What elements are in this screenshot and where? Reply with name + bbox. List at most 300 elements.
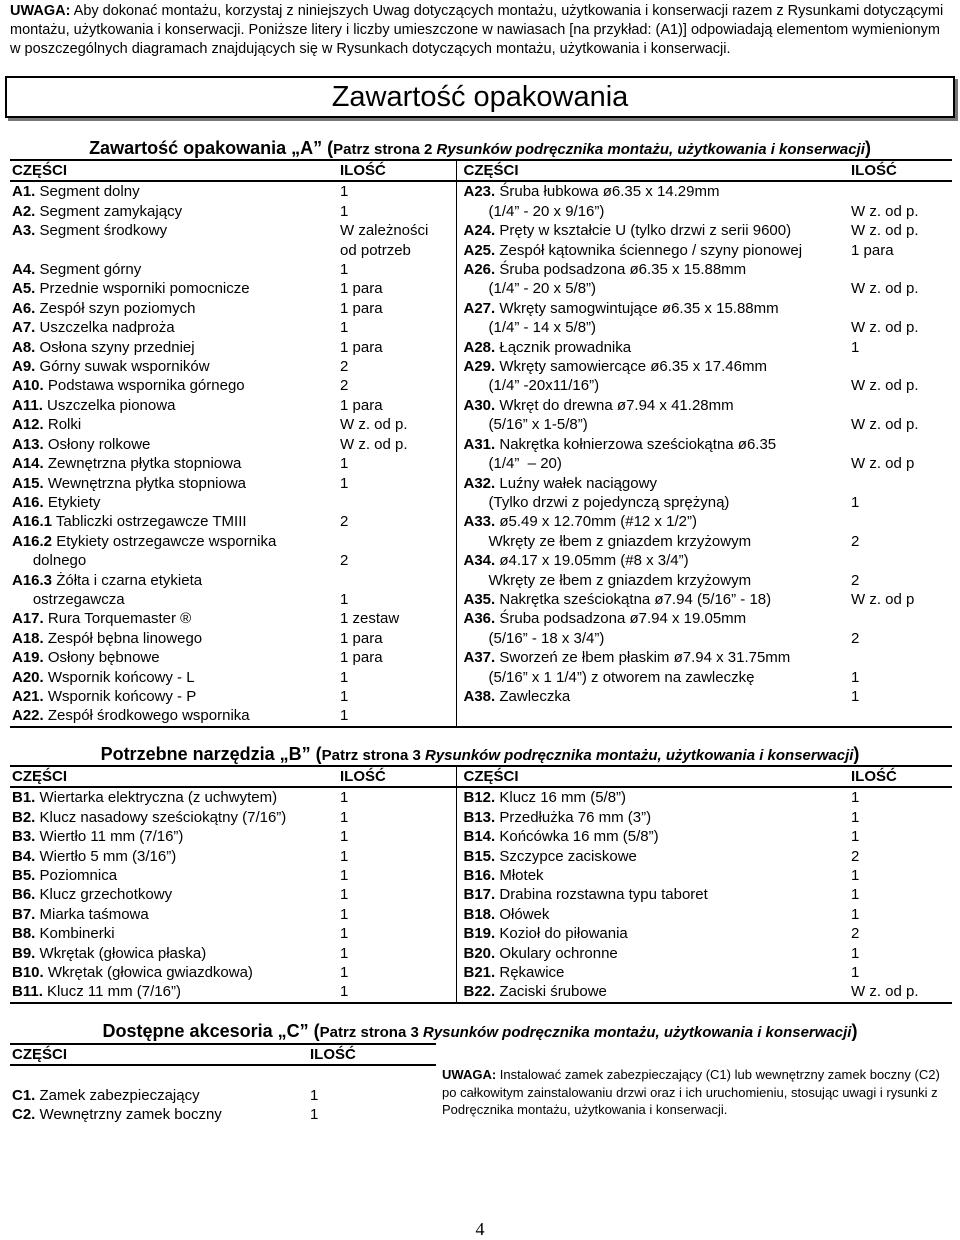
part-cell <box>456 415 849 434</box>
table-row <box>10 905 952 924</box>
qty-cell <box>849 963 952 982</box>
item-text: 1 <box>340 668 349 686</box>
item-text: W z. od p. <box>851 416 919 434</box>
part-cell <box>456 357 849 376</box>
item-text: 1 para <box>340 629 383 647</box>
item-text: (5/16” - 18 x 3/4”) <box>463 629 605 647</box>
item-text: Wkręty ze łbem z gniazdem krzyżowym <box>463 571 752 589</box>
table-row <box>10 1105 436 1124</box>
part-cell <box>10 706 338 726</box>
qty-cell <box>849 982 952 1002</box>
table-row <box>10 415 952 434</box>
qty-cell <box>338 609 456 628</box>
item-code: A21. <box>12 687 44 705</box>
part-cell <box>10 609 338 628</box>
table-header <box>10 1044 436 1065</box>
item-code: A37. <box>463 649 496 667</box>
qty-cell <box>338 338 456 357</box>
table-row <box>10 963 952 982</box>
qty-cell <box>308 1086 436 1105</box>
qty-cell <box>849 571 952 590</box>
item-code: B4. <box>12 847 36 865</box>
part-cell <box>10 924 338 943</box>
item-code: A36. <box>463 610 496 628</box>
item-code: A3. <box>12 222 36 240</box>
qty-cell <box>849 512 952 531</box>
item-code: A2. <box>12 202 36 220</box>
item-text: Wkręt do drewna ø7.94 x 41.28mm <box>495 396 734 414</box>
item-code: A4. <box>12 261 36 279</box>
part-cell <box>456 202 849 221</box>
part-cell <box>456 590 849 609</box>
qty-cell <box>338 181 456 201</box>
item-text: Śruba podsadzona ø6.35 x 15.88mm <box>495 261 747 279</box>
item-text: 2 <box>851 847 860 865</box>
part-cell <box>456 260 849 279</box>
part-cell <box>456 454 849 473</box>
table-row <box>10 299 952 318</box>
qty-cell <box>338 532 456 551</box>
table-row <box>10 982 952 1002</box>
table-row <box>10 847 952 866</box>
item-code: A9. <box>12 358 36 376</box>
part-cell <box>456 279 849 298</box>
table-row <box>10 706 952 726</box>
item-text: Przedłużka 76 mm (3”) <box>495 808 652 826</box>
item-text: 2 <box>340 513 349 531</box>
item-text: 1 <box>340 886 349 904</box>
table-row <box>10 609 952 628</box>
item-text: 1 <box>340 455 349 473</box>
qty-cell <box>338 260 456 279</box>
qty-cell <box>849 885 952 904</box>
qty-cell <box>849 551 952 570</box>
item-text: 1 <box>851 944 860 962</box>
item-text: Łącznik prowadnika <box>495 338 632 356</box>
item-text: 2 <box>851 925 860 943</box>
item-text: Klucz 11 mm (7/16”) <box>42 983 181 1001</box>
item-text: ø5.49 x 12.70mm (#12 x 1/2”) <box>495 513 697 531</box>
qty-cell <box>849 415 952 434</box>
qty-cell <box>338 982 456 1002</box>
qty-cell <box>338 493 456 512</box>
part-cell <box>456 847 849 866</box>
qty-cell <box>849 648 952 667</box>
item-text: Osłona szyny przedniej <box>35 338 195 356</box>
item-text: Nakrętka sześciokątna ø7.94 (5/16” - 18) <box>495 590 772 608</box>
item-text: (1/4” - 20 x 9/16”) <box>463 202 605 220</box>
qty-cell <box>338 590 456 609</box>
item-code: B13. <box>463 808 496 826</box>
item-text: Ołówek <box>495 905 550 923</box>
item-code: A17. <box>12 610 44 628</box>
item-code: A18. <box>12 629 44 647</box>
qty-cell <box>849 299 952 318</box>
section-a-ref-italic: Rysunków podręcznika montażu, użytkowania i konserwacji <box>436 141 865 158</box>
qty-cell <box>849 924 952 943</box>
qty-cell <box>849 279 952 298</box>
item-code: B9. <box>12 944 36 962</box>
item-text: 2 <box>851 532 860 550</box>
qty-cell <box>849 944 952 963</box>
item-code: B7. <box>12 905 36 923</box>
table-row <box>10 512 952 531</box>
item-text: 1 <box>851 964 860 982</box>
item-text: Wkręty ze łbem z gniazdem krzyżowym <box>463 532 752 550</box>
part-cell <box>456 885 849 904</box>
item-text: Wewnętrzna płytka stopniowa <box>43 474 247 492</box>
part-cell <box>10 905 338 924</box>
item-text: 1 <box>851 789 860 807</box>
part-cell <box>10 299 338 318</box>
item-code: A7. <box>12 319 36 337</box>
part-cell <box>456 474 849 493</box>
qty-cell <box>338 474 456 493</box>
part-cell <box>456 221 849 240</box>
part-cell <box>456 609 849 628</box>
item-text: 1 <box>340 944 349 962</box>
section-a-close: ) <box>864 138 871 158</box>
item-text: 1 <box>340 867 349 885</box>
part-cell <box>456 963 849 982</box>
part-cell <box>10 944 338 963</box>
part-cell <box>456 493 849 512</box>
section-b-title-text: Potrzebne narzędzia „B” ( <box>100 744 322 764</box>
item-text: Wkrętak (głowica płaska) <box>35 944 207 962</box>
table-row <box>10 866 952 885</box>
qty-cell <box>849 260 952 279</box>
item-text: 1 <box>851 886 860 904</box>
item-code: B16. <box>463 867 496 885</box>
item-text: Okulary ochronne <box>495 944 618 962</box>
item-text: Zespół środkowego wspornika <box>43 707 250 725</box>
qty-cell <box>849 474 952 493</box>
item-text: Segment zamykający <box>35 202 183 220</box>
qty-cell <box>338 885 456 904</box>
item-text: W z. od p. <box>851 377 919 395</box>
qty-cell <box>338 944 456 963</box>
qty-cell <box>338 221 456 240</box>
part-cell <box>10 260 338 279</box>
table-row <box>10 474 952 493</box>
part-cell <box>10 241 338 260</box>
item-text: Wspornik końcowy - L <box>43 668 195 686</box>
table-header <box>10 160 952 181</box>
part-cell <box>10 1086 308 1105</box>
part-cell <box>456 866 849 885</box>
qty-cell <box>338 648 456 667</box>
item-text: Śruba łubkowa ø6.35 x 14.29mm <box>495 183 720 201</box>
intro-text: Aby dokonać montażu, korzystaj z niniejszych Uwag dotyczących montażu, użytkowania i konserwacji razem z Rysunkami dotyczącymi montażu, użytkowania i konserwacji. Poniższe litery i liczby umieszczone w nawiasach [na przykład: (A1)] odpowiadają elementom wymienionym w poszczególnych diagramach znajdujących się w Rysunkach dotyczących montażu, użytkowania i konserwacji. <box>10 3 944 57</box>
item-text: ø4.17 x 19.05mm (#8 x 3/4”) <box>495 552 689 570</box>
qty-cell <box>849 847 952 866</box>
item-code: B15. <box>463 847 496 865</box>
item-text: 1 <box>851 828 860 846</box>
item-text: W z. od p. <box>340 416 408 434</box>
item-text: 1 <box>340 828 349 846</box>
item-text: ostrzegawcza <box>12 590 125 608</box>
qty-cell <box>338 299 456 318</box>
part-cell <box>456 687 849 706</box>
part-cell <box>10 474 338 493</box>
table-row <box>10 551 952 570</box>
item-text: Luźny wałek naciągowy <box>495 474 657 492</box>
part-cell <box>456 629 849 648</box>
item-text: 1 <box>851 687 860 705</box>
table-row <box>10 532 952 551</box>
header-parts: CZĘŚCI <box>10 160 338 181</box>
qty-cell <box>338 866 456 885</box>
item-text: 1 <box>340 925 349 943</box>
part-cell <box>456 944 849 963</box>
table-row <box>10 827 952 846</box>
item-code: B12. <box>463 789 496 807</box>
section-b-ref: Patrz strona 3 <box>321 747 425 764</box>
item-code: B22. <box>463 983 496 1001</box>
qty-cell <box>849 396 952 415</box>
item-code: A27. <box>463 299 496 317</box>
page-number: 4 <box>475 1219 485 1239</box>
item-text: Przednie wsporniki pomocnicze <box>35 280 250 298</box>
part-cell <box>456 924 849 943</box>
qty-cell <box>338 512 456 531</box>
accessory-note <box>442 1066 950 1119</box>
part-cell <box>456 532 849 551</box>
item-text: 2 <box>340 552 349 570</box>
intro-notice <box>10 2 950 59</box>
item-text: Sworzeń ze łbem płaskim ø7.94 x 31.75mm <box>495 649 791 667</box>
item-text: 1 zestaw <box>340 610 400 628</box>
qty-cell <box>338 415 456 434</box>
part-cell <box>10 808 338 827</box>
item-code: A12. <box>12 416 44 434</box>
part-cell <box>10 590 338 609</box>
item-code: B17. <box>463 886 496 904</box>
qty-cell <box>338 808 456 827</box>
item-text: 1 <box>340 202 349 220</box>
part-cell <box>10 885 338 904</box>
item-text: Zewnętrzna płytka stopniowa <box>43 455 242 473</box>
part-cell <box>456 376 849 395</box>
item-code: A16.1 <box>12 513 53 531</box>
item-text: 1 <box>340 474 349 492</box>
part-cell <box>10 357 338 376</box>
item-text: 1 para <box>340 299 383 317</box>
qty-cell <box>338 376 456 395</box>
spacer-row <box>10 1065 436 1085</box>
item-text: 1 <box>340 808 349 826</box>
item-text: 1 <box>340 789 349 807</box>
item-text: Wiertło 11 mm (7/16”) <box>35 828 184 846</box>
qty-cell <box>338 396 456 415</box>
item-text: 1 para <box>340 280 383 298</box>
header-parts: CZĘŚCI <box>456 160 849 181</box>
item-text: 2 <box>851 629 860 647</box>
part-cell <box>456 787 849 807</box>
item-code: A10. <box>12 377 44 395</box>
note-text: Instalować zamek zabezpieczający (C1) lub wewnętrzny zamek boczny (C2) po całkowitym zainstalowaniu drzwi oraz i ich uruchomieniu, stosując uwagi i rysunki z Podręcznika montażu, użytkowania i konserwacji. <box>442 1067 940 1117</box>
qty-cell <box>849 609 952 628</box>
item-code: C1. <box>12 1086 36 1104</box>
part-cell <box>10 181 338 201</box>
part-cell <box>10 396 338 415</box>
part-cell <box>456 181 849 201</box>
note-label: UWAGA: <box>442 1067 497 1082</box>
part-cell <box>456 338 849 357</box>
table-row <box>10 944 952 963</box>
item-text: (5/16” x 1 1/4”) z otworem na zawleczkę <box>463 668 755 686</box>
item-text: (1/4” – 20) <box>463 455 562 473</box>
item-code: A34. <box>463 552 496 570</box>
item-text: 1 <box>340 707 349 725</box>
header-parts: CZĘŚCI <box>456 766 849 787</box>
part-cell <box>10 551 338 570</box>
qty-cell <box>338 241 456 260</box>
qty-cell <box>849 338 952 357</box>
section-c-close: ) <box>851 1021 858 1041</box>
item-text: (1/4” - 20 x 5/8”) <box>463 280 597 298</box>
table-row <box>10 571 952 590</box>
item-code: B18. <box>463 905 496 923</box>
item-text: W z. od p. <box>851 319 919 337</box>
item-code: A31. <box>463 435 496 453</box>
qty-cell <box>338 827 456 846</box>
item-code: A30. <box>463 396 496 414</box>
item-text: 1 <box>340 261 349 279</box>
part-cell <box>10 866 338 885</box>
table-row <box>10 787 952 807</box>
item-text: W z. od p <box>851 590 915 608</box>
table-row <box>10 924 952 943</box>
header-qty: ILOŚĆ <box>338 766 456 787</box>
header-qty: ILOŚĆ <box>308 1044 436 1065</box>
item-text: 1 <box>340 964 349 982</box>
item-text: Klucz 16 mm (5/8”) <box>495 789 627 807</box>
item-code: B10. <box>12 964 44 982</box>
section-b-close: ) <box>853 744 860 764</box>
item-text: 1 <box>851 493 860 511</box>
part-cell <box>456 435 849 454</box>
qty-cell <box>849 532 952 551</box>
qty-cell <box>338 318 456 337</box>
part-cell <box>456 905 849 924</box>
item-text: Wiertarka elektryczna (z uchwytem) <box>35 789 278 807</box>
part-cell <box>456 808 849 827</box>
table-row <box>10 885 952 904</box>
item-text: (Tylko drzwi z pojedynczą sprężyną) <box>463 493 730 511</box>
item-text: Nakrętka kołnierzowa sześciokątna ø6.35 <box>495 435 777 453</box>
item-text: 1 <box>340 687 349 705</box>
contents-banner: Zawartość opakowania <box>5 76 955 118</box>
part-cell <box>456 241 849 260</box>
table-row <box>10 357 952 376</box>
item-text: Zawleczka <box>495 687 571 705</box>
item-text: W zależności <box>340 222 429 240</box>
qty-cell <box>338 787 456 807</box>
item-text: Rura Torquemaster ® <box>43 610 192 628</box>
item-text: W z. od p. <box>851 280 919 298</box>
qty-cell <box>849 905 952 924</box>
item-text: Miarka taśmowa <box>35 905 149 923</box>
table-row <box>10 590 952 609</box>
qty-cell <box>849 668 952 687</box>
item-text: Osłony bębnowe <box>43 649 160 667</box>
item-text: Rolki <box>43 416 82 434</box>
qty-cell <box>338 202 456 221</box>
part-cell <box>10 493 338 512</box>
item-code: A28. <box>463 338 496 356</box>
part-cell <box>456 706 849 726</box>
item-text: Kombinerki <box>35 925 115 943</box>
part-cell <box>10 376 338 395</box>
qty-cell <box>849 866 952 885</box>
section-a-table <box>10 159 952 728</box>
part-cell <box>456 982 849 1002</box>
qty-cell <box>849 827 952 846</box>
item-code: B1. <box>12 789 36 807</box>
part-cell <box>10 629 338 648</box>
qty-cell <box>338 357 456 376</box>
section-a-ref: Patrz strona 2 <box>333 141 437 158</box>
item-text: 1 <box>340 590 349 608</box>
item-code: B5. <box>12 867 36 885</box>
part-cell <box>456 648 849 667</box>
qty-cell <box>849 221 952 240</box>
section-b-table <box>10 765 952 1004</box>
item-code: B6. <box>12 886 36 904</box>
header-qty: ILOŚĆ <box>849 766 952 787</box>
part-cell <box>10 687 338 706</box>
item-code: A11. <box>12 396 43 414</box>
part-cell <box>10 454 338 473</box>
qty-cell <box>338 687 456 706</box>
item-text: 1 <box>851 808 860 826</box>
item-text: Wspornik końcowy - P <box>43 687 197 705</box>
table-row <box>10 260 952 279</box>
item-code: A13. <box>12 435 44 453</box>
qty-cell <box>849 202 952 221</box>
qty-cell <box>849 629 952 648</box>
qty-cell <box>338 847 456 866</box>
item-text: 1 <box>851 668 860 686</box>
section-b-ref-italic: Rysunków podręcznika montażu, użytkowania i konserwacji <box>424 747 854 764</box>
item-code: A16. <box>12 493 44 511</box>
item-code: A23. <box>463 183 496 201</box>
item-text: Szczypce zaciskowe <box>495 847 637 865</box>
item-text: Zespół bębna linowego <box>43 629 203 647</box>
item-text: Końcówka 16 mm (5/8”) <box>495 828 659 846</box>
item-text: od potrzeb <box>340 241 411 259</box>
item-code: A33. <box>463 513 496 531</box>
item-text: 1 para <box>340 649 383 667</box>
qty-cell <box>338 924 456 943</box>
qty-cell <box>849 493 952 512</box>
item-code: B11. <box>12 983 43 1001</box>
qty-cell <box>308 1105 436 1124</box>
part-cell <box>10 963 338 982</box>
section-c-title-text: Dostępne akcesoria „C” ( <box>102 1021 320 1041</box>
qty-cell <box>849 318 952 337</box>
item-code: B19. <box>463 925 496 943</box>
part-cell <box>10 279 338 298</box>
item-text: Pręty w kształcie U (tylko drzwi z serii 9600) <box>495 222 792 240</box>
item-code: B8. <box>12 925 36 943</box>
item-text: (1/4” -20x11/16”) <box>463 377 600 395</box>
item-code: A19. <box>12 649 44 667</box>
table-row <box>10 435 952 454</box>
table-row <box>10 318 952 337</box>
item-text: 1 para <box>851 241 894 259</box>
